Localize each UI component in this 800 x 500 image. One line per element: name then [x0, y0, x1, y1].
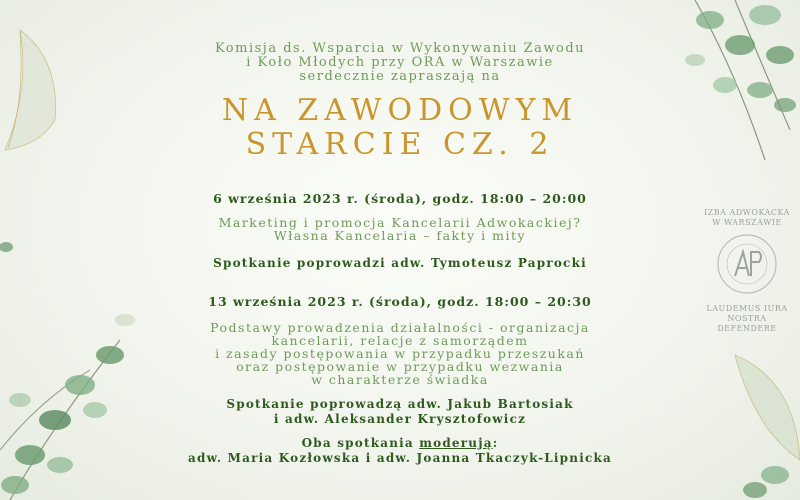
eucalyptus-top-right-decoration [665, 0, 800, 160]
invite-line-1: Komisja ds. Wsparcia w Wykonywaniu Zawodu [214, 41, 586, 56]
moderators-heading [120, 436, 680, 451]
meeting-2-date: 13 września 2023 r. (środa), godz. 18:00 – 20:30 [208, 294, 592, 309]
invite-line-3: serdecznie zapraszają na [299, 69, 501, 84]
invite-line-2: i Koło Młodych przy ORA w Warszawie [246, 55, 554, 70]
event-title-line-2: STARCIE CZ. 2 [245, 127, 555, 162]
logo-top-line-2: W WARSZAWIE [712, 218, 782, 227]
meeting-1-topic-line-1: Marketing i promocja Kancelarii Adwokackiej? [218, 215, 582, 230]
meeting-2-topic-line-2: kancelarii, relacje z samorządem [271, 333, 529, 348]
bar-association-logo [697, 208, 797, 334]
meeting-2-host-line-1: Spotkanie poprowadzą adw. Jakub Bartosiak [226, 397, 574, 411]
logo-motto-line-2: NOSTRA DEFENDERE [717, 314, 777, 333]
meeting-1-topic-line-2: Własna Kancelaria – fakty i mity [273, 228, 527, 243]
moderators-verb: moderują [419, 436, 493, 450]
meeting-1-date: 6 września 2023 r. (środa), godz. 18:00 – 20:00 [213, 191, 587, 206]
meeting-2-topic-line-5: w charakterze świadka [311, 372, 489, 387]
bar-association-seal-icon [715, 232, 779, 296]
leaves-bottom-right-decoration [715, 350, 800, 500]
meeting-2-topic-line-4: oraz postępowanie w przypadku wezwania [236, 359, 564, 374]
leaf-left-middle-decoration [0, 235, 20, 265]
moderators-colon: : [492, 436, 499, 450]
logo-top-line-1: IZBA ADWOKACKA [704, 208, 790, 217]
meeting-2-topic-line-3: i zasady postępowania w przypadku przeszukań [215, 346, 585, 361]
meeting-1-host: Spotkanie poprowadzi adw. Tymoteusz Paprocki [213, 256, 587, 270]
eucalyptus-bottom-left-decoration [0, 280, 140, 500]
event-title-line-1: NA ZAWODOWYM [221, 93, 579, 128]
moderators-names: adw. Maria Kozłowska i adw. Joanna Tkaczyk-Lipnicka [188, 451, 612, 465]
meeting-2-host-line-2: i adw. Aleksander Krysztofowicz [273, 412, 527, 426]
leaves-top-left-decoration [0, 20, 95, 160]
moderators-prefix: Oba spotkania [301, 436, 420, 450]
meeting-2-topic-line-1: Podstawy prowadzenia działalności - organizacja [210, 320, 590, 335]
logo-motto-line-1: LAUDEMUS IURA [706, 304, 788, 313]
